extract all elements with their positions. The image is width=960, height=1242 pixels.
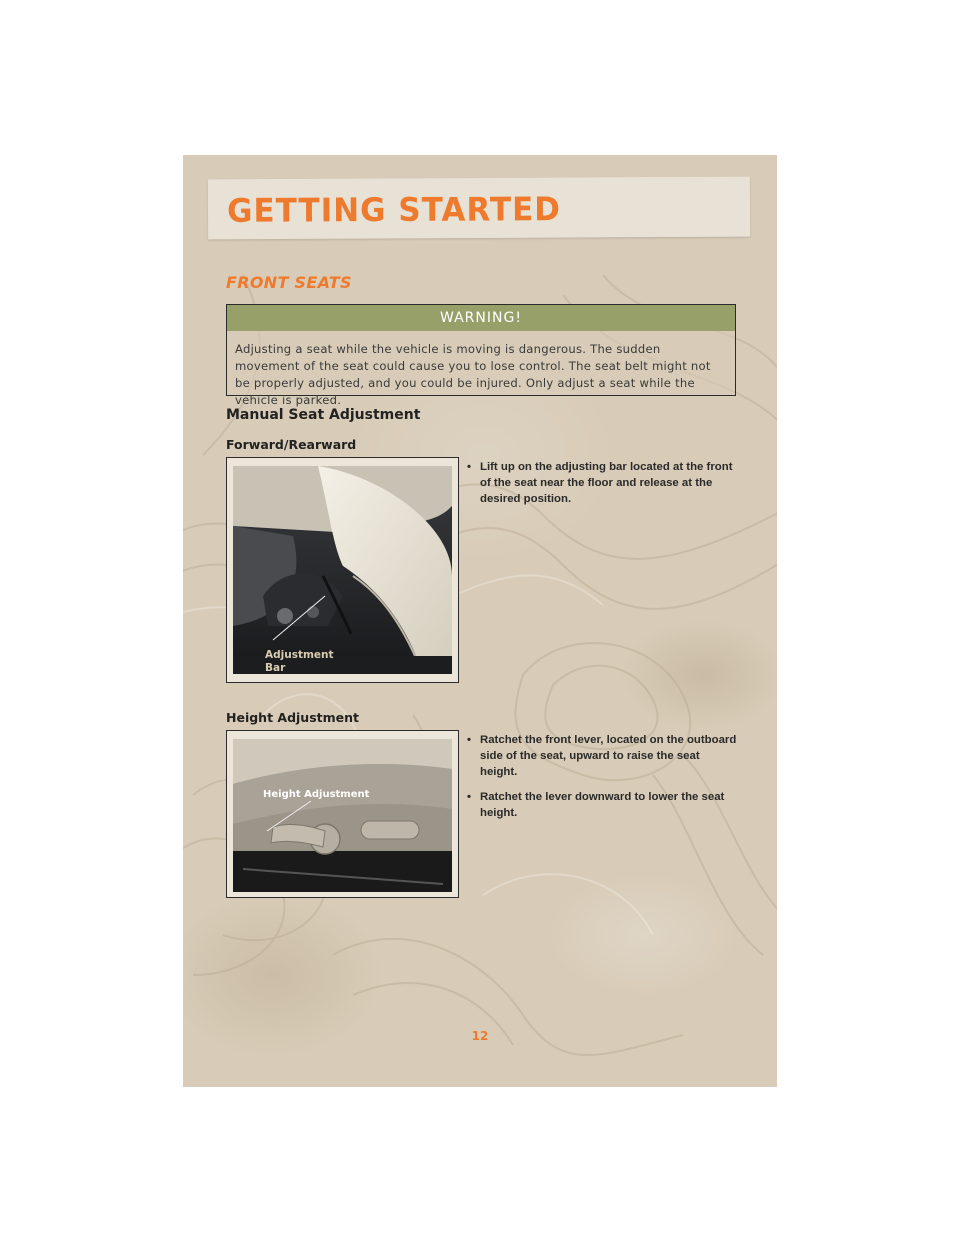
bullet-icon: •	[467, 791, 471, 803]
warning-text: Adjusting a seat while the vehicle is moving is dangerous. The sudden movement of the seat could cause you to lose control. The seat belt might not be properly adjusted, and you could be injured. Only adjust a seat while the vehicle is parked.	[235, 342, 711, 407]
height-photo-frame	[226, 730, 459, 898]
seat-height-lever-photo	[233, 739, 452, 892]
height-adjustment-label: Height Adjustment	[263, 789, 370, 800]
height-bullet-2: Ratchet the lever downward to lower the seat height.	[480, 791, 725, 819]
height-bullets	[467, 732, 737, 830]
manual-seat-heading: Manual Seat Adjustment	[226, 407, 421, 423]
bullet-icon: •	[467, 734, 471, 746]
seat-adjustment-bar-photo	[233, 466, 452, 674]
page-title: GETTING STARTED	[226, 190, 562, 231]
forward-photo-frame	[226, 457, 459, 683]
list-item	[467, 789, 737, 821]
adjustment-bar-label-line1: Adjustment	[265, 649, 334, 661]
list-item	[467, 732, 737, 780]
bullet-icon: •	[467, 461, 471, 473]
manual-page	[183, 155, 777, 1087]
section-title: FRONT SEATS	[226, 273, 352, 292]
warning-label: WARNING!	[227, 305, 735, 331]
height-bullet-1: Ratchet the front lever, located on the outboard side of the seat, upward to raise the seat height.	[480, 734, 737, 778]
adjustment-bar-label-line2: Bar	[265, 662, 286, 674]
page-number: 12	[471, 1029, 489, 1043]
forward-bullets	[467, 459, 737, 516]
header-banner	[208, 177, 750, 240]
height-adjustment-heading: Height Adjustment	[226, 710, 359, 725]
forward-bullet-1: Lift up on the adjusting bar located at the front of the seat near the floor and release at the desired position.	[480, 461, 733, 505]
list-item	[467, 459, 737, 507]
warning-box	[226, 304, 736, 407]
forward-rearward-heading: Forward/Rearward	[226, 437, 357, 452]
